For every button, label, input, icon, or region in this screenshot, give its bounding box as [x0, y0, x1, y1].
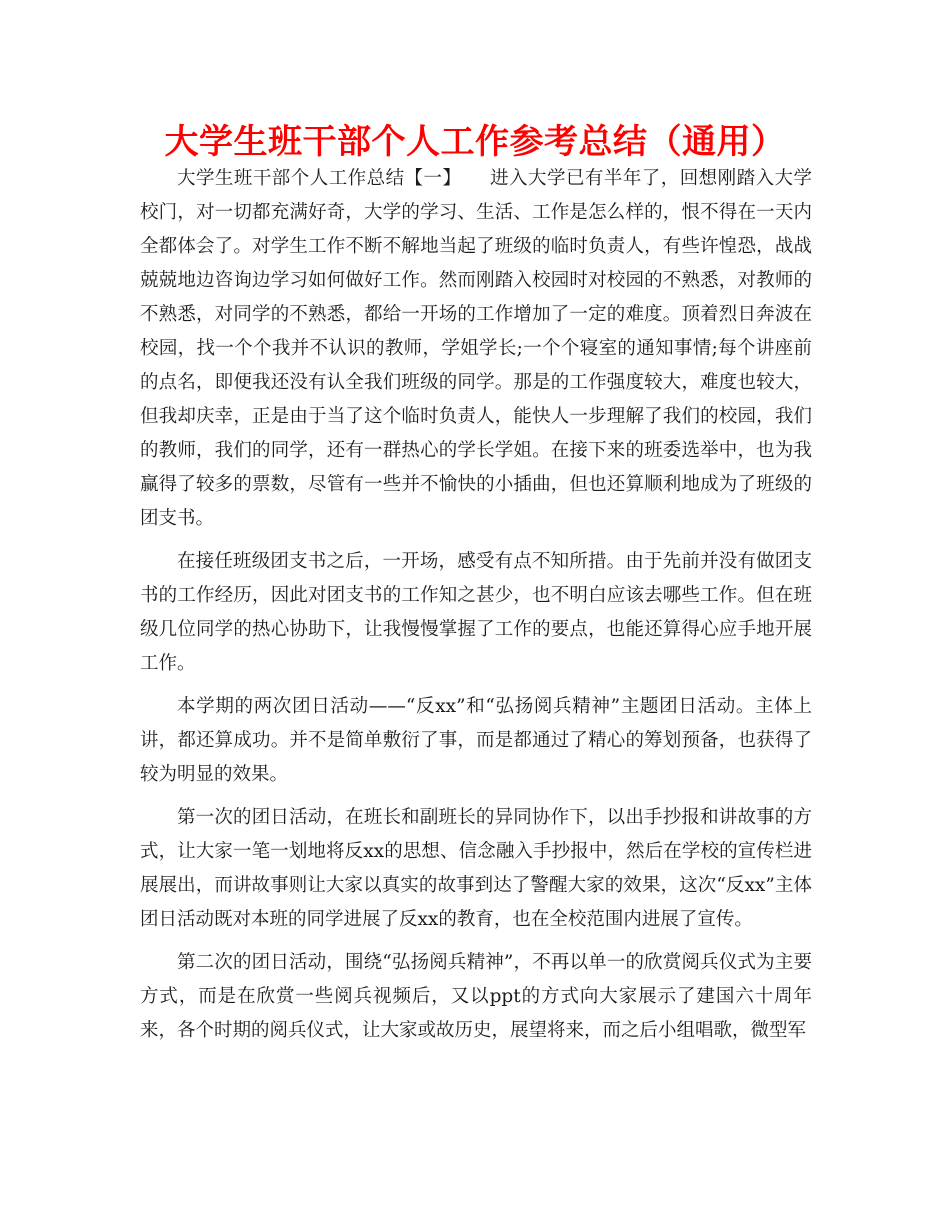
paragraph-3: 本学期的两次团日活动——“反xx”和“弘扬阅兵精神”主题团日活动。主体上讲，都还算成功。并不是简单敷衍了事，而是都通过了精心的筹划预备，也获得了较为明显的效果。: [140, 696, 812, 785]
paragraph-4: 第一次的团日活动，在班长和副班长的异同协作下，以出手抄报和讲故事的方式，让大家一笔一划地将反xx的思想、信念融入手抄报中，然后在学校的宣传栏进展展出，而讲故事则让大家以真实的故事到达了警醒大家的效果，这次“反xx”主体团日活动既对本班的同学进展了反xx的教育，也在全校范围内进展了宣传。: [140, 807, 812, 930]
paragraph-5: 第二次的团日活动，围绕“弘扬阅兵精神”，不再以单一的欣赏阅兵仪式为主要方式，而是在欣赏一些阅兵视频后，又以ppt的方式向大家展示了建国六十周年来，各个时期的阅兵仪式，让大家或故历史，展望将来，而之后小组唱歌，微型军: [140, 952, 812, 1041]
paragraph-1: 大学生班干部个人工作总结【一】 进入大学已有半年了，回想刚踏入大学校门，对一切都充满好奇，大学的学习、生活、工作是怎么样的，恨不得在一天内全都体会了。对学生工作不断不解地当起了班级的临时负责人，有些许惶恐，战战兢兢地边咨询边学习如何做好工作。然而刚踏入校园时对校园的不熟悉，对教师的不熟悉，对同学的不熟悉，都给一开场的工作增加了一定的难度。顶着烈日奔波在校园，找一个个我并不认识的教师，学姐学长;一个个寝室的通知事情;每个讲座前的点名，即便我还没有认全我们班级的同学。那是的工作强度较大，难度也较大，但我却庆幸，正是由于当了这个临时负责人，能快人一步理解了我们的校园，我们的教师，我们的同学，还有一群热心的学长学姐。在接下来的班委选举中，也为我赢得了较多的票数，尽管有一些并不愉快的小插曲，但也还算顺利地成为了班级的团支书。: [140, 168, 812, 529]
document-title: 大学生班干部个人工作参考总结（通用）: [164, 122, 786, 162]
document-body: [140, 162, 812, 1057]
paragraph-2: 在接任班级团支书之后，一开场，感受有点不知所措。由于先前并没有做团支书的工作经历，因此对团支书的工作知之甚少，也不明白应该去哪些工作。但在班级几位同学的热心协助下，让我慢慢掌握了工作的要点，也能还算得心应手地开展工作。: [140, 551, 812, 674]
